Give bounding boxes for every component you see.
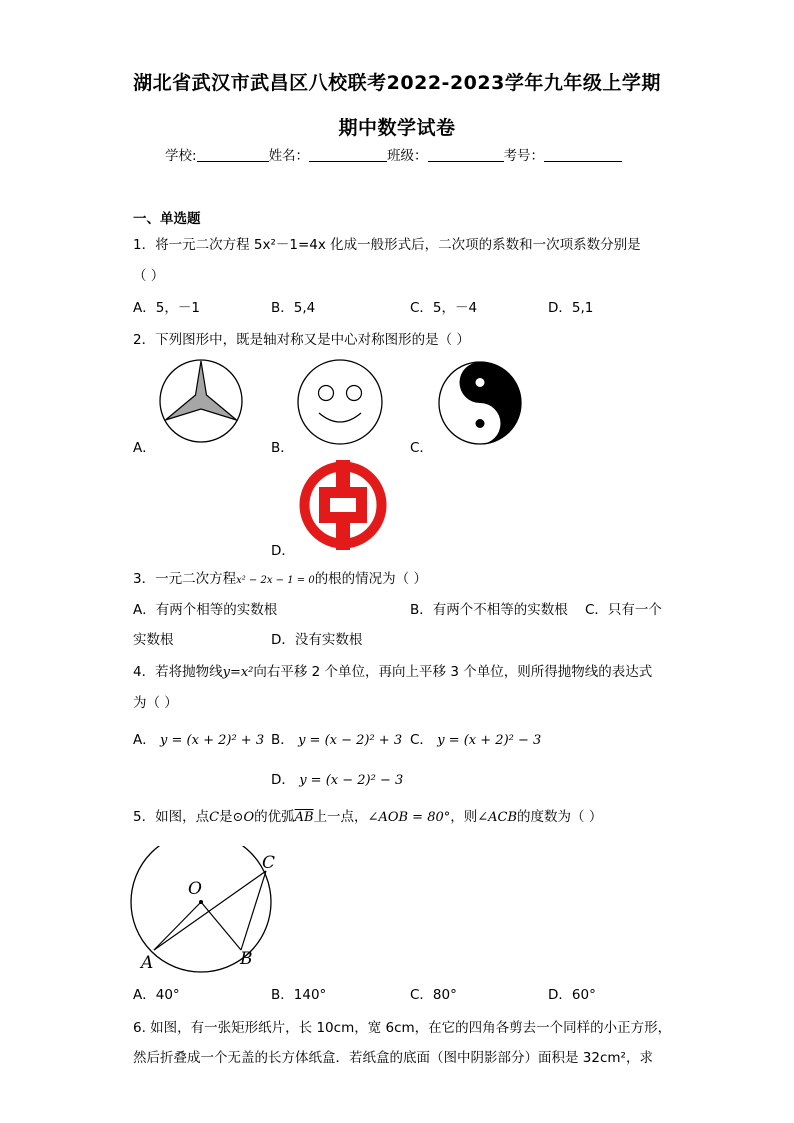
q2-figure-a: [158, 358, 244, 444]
class-label: 班级：: [387, 148, 428, 164]
class-blank[interactable]: [428, 147, 504, 162]
school-label: 学校:: [165, 148, 197, 164]
yin-yang-black-dot: [476, 419, 485, 428]
q3-option-c-cont: 实数根: [133, 632, 174, 648]
q3-option-d: D．没有实数根: [271, 632, 363, 648]
q6-stem-line1: 6. 如图，有一张矩形纸片，长 10cm，宽 6cm，在它的四角各剪去一个同样的小正方形，: [133, 1020, 672, 1036]
segment-bc: [241, 871, 266, 950]
q2-figure-c: [437, 360, 523, 446]
exam-no-blank[interactable]: [544, 147, 622, 162]
q5-option-b: B．140°: [271, 987, 327, 1003]
label-c: C: [262, 853, 276, 873]
seal-stem-bottom: [337, 523, 349, 530]
q4-option-b-expr: y = (x − 2)² + 3: [298, 733, 403, 748]
q5-angle-acb: ∠ACB: [477, 810, 518, 825]
q6-stem-line2: 然后折叠成一个无盖的长方体纸盒．若纸盒的底面（图中阴影部分）面积是 32cm²，求: [133, 1050, 653, 1066]
label-a: A: [141, 953, 154, 973]
q4-option-a: [133, 728, 264, 748]
q3-equation: x² − 2x − 1 = 0: [236, 575, 315, 586]
label-b: B: [240, 949, 253, 969]
q5-angle-aob: ∠AOB = 80°: [367, 810, 451, 825]
q5-option-d: D．60°: [548, 987, 596, 1003]
q1-option-a: A．5，－1: [133, 300, 200, 316]
q2-figure-d-bank-seal: [298, 460, 388, 550]
q2-figure-b: [296, 358, 384, 446]
left-eye: [319, 386, 334, 401]
q4-prefix: 4．若将抛物线: [133, 664, 223, 680]
face-circle: [298, 360, 382, 444]
section-title: 一、单选题: [133, 211, 201, 227]
q2-option-a: A．: [133, 440, 156, 456]
q3-option-c: C．只有一个: [585, 602, 662, 618]
q4-option-d-expr: y = (x − 2)² − 3: [299, 773, 404, 788]
segment-ob: [201, 902, 241, 950]
q1-stem: 1．将一元二次方程 5x²－1=4x 化成一般形式后，二次项的系数和一次项系数分别是: [133, 237, 641, 253]
segment-oa: [154, 902, 201, 950]
q5-p2: 是: [219, 809, 233, 825]
q4-option-b-label: B．: [271, 732, 294, 748]
segment-ac: [154, 871, 266, 950]
school-blank[interactable]: [197, 147, 269, 162]
center-point: [199, 900, 203, 904]
yin-yang-white-dot: [476, 378, 485, 387]
q2-stem: 2．下列图形中，既是轴对称又是中心对称图形的是（ ）: [133, 332, 470, 348]
q4-parabola: y=x²: [222, 665, 254, 680]
name-blank[interactable]: [309, 147, 387, 162]
q5-circle: ⊙O: [232, 810, 255, 825]
exam-title-line1: 湖北省武汉市武昌区八校联考2022-2023学年九年级上学期: [133, 72, 661, 94]
q4-option-c-label: C．: [410, 732, 433, 748]
q5-p6: 的度数为（ ）: [517, 809, 603, 825]
seal-stem-top: [337, 480, 349, 487]
q1-option-b: B．5,4: [271, 300, 316, 316]
q5-option-a: A．40°: [133, 987, 180, 1003]
q4-stem-cont: 为（ ）: [133, 695, 178, 711]
name-label: 姓名：: [268, 148, 310, 164]
three-blade-shape: [166, 361, 237, 420]
exam-title-line2: 期中数学试卷: [338, 117, 456, 139]
q1-option-d: D．5,1: [548, 300, 594, 316]
q2-option-b: B．: [271, 440, 294, 456]
q4-option-c-expr: y = (x + 2)² − 3: [437, 733, 542, 748]
q2-option-d: D．: [271, 543, 295, 559]
q4-stem: [133, 660, 652, 680]
q5-arc: $\overline{AB}$: [294, 810, 314, 825]
label-o: O: [188, 879, 202, 899]
smile: [319, 413, 361, 422]
seal-inner: [331, 499, 355, 511]
exam-no-label: 考号：: [503, 148, 545, 164]
student-info-row: [165, 144, 622, 164]
q4-option-c: [410, 728, 541, 748]
q4-option-d-label: D．: [271, 772, 295, 788]
q5-figure: [128, 846, 288, 976]
q3-suffix: 的根的情况为（ ）: [314, 571, 427, 587]
q1-option-c: C．5，－4: [410, 300, 478, 316]
q3-option-b: B．有两个不相等的实数根: [410, 602, 568, 618]
right-eye: [347, 386, 362, 401]
q2-option-c: C．: [410, 440, 433, 456]
q3-stem: [133, 567, 427, 587]
q1-stem-cont: （ ）: [133, 268, 165, 284]
q4-suffix: 向右平移 2 个单位，再向上平移 3 个单位，则所得抛物线的表达式: [253, 664, 653, 680]
q5-p4: 上一点，: [313, 809, 368, 825]
q5-point-c: C: [209, 810, 220, 825]
q4-option-a-expr: y = (x + 2)² + 3: [160, 733, 265, 748]
q4-option-b: [271, 728, 402, 748]
q3-option-a: A．有两个相等的实数根: [133, 602, 278, 618]
q5-p3: 的优弧: [254, 809, 295, 825]
q3-prefix: 3．一元二次方程: [133, 571, 237, 587]
q4-option-d: [271, 768, 403, 788]
q5-option-c: C．80°: [410, 987, 457, 1003]
q4-option-a-label: A．: [133, 732, 156, 748]
q5-p1: 5．如图，点: [133, 809, 210, 825]
q5-p5: ，则: [450, 809, 478, 825]
q5-stem: [133, 805, 602, 825]
